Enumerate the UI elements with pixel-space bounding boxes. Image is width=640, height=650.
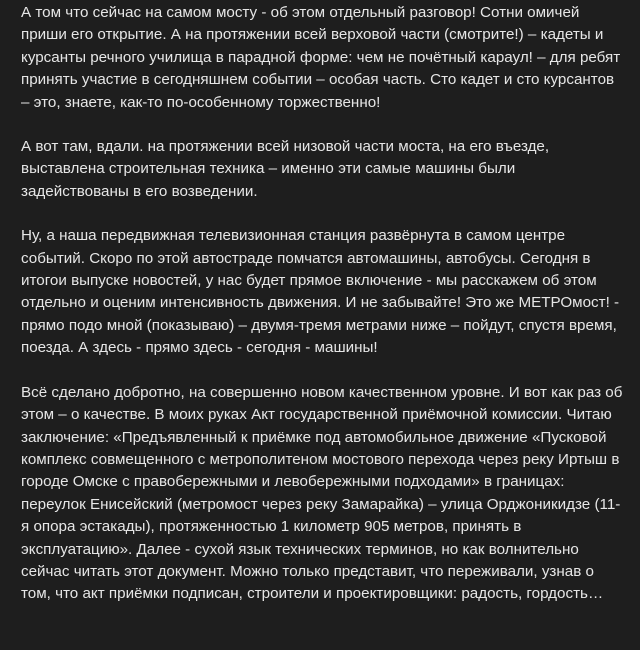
paragraph-tv-station: Ну, а наша передвижная телевизионная станция развёрнута в самом центре событий. Скоро по этой автостраде помчатся автомашины, автобусы. Сегодня в итогои выпуске новостей, у нас будет прямое включение - мы расскажем об этом отдельно и оценим интенсивность движения. И не забывайте! Это же МЕТРОмост! - прямо подо мной (показываю) – двумя-тремя метрами ниже – пойдут, спустя время, поезда. А здесь - прямо здесь - сегодня - машины! xyxy=(21,227,620,357)
paragraph-opening-ceremony: А том что сейчас на самом мосту - об этом отдельный разговор! Сотни омичей приши его открытие. А на протяжении всей верховой части (смотрите!) – кадеты и курсанты речного училища в парадной форме: чем не почётный караул! – для ребят принять участие в сегодняшнем событии – особая часть. Сто кадет и сто курсантов – это, знаете, как-то по-особенному торжественно! xyxy=(21,4,621,111)
document-body xyxy=(21,2,623,606)
paragraph-acceptance-act: Всё сделано добротно, на совершенно новом качественном уровне. И вот как раз об этом – о качестве. В моих руках Акт государственной приёмочной комиссии. Читаю заключение: «Предъявленный к приёмке под автомобильное движение «Пусковой комплекс совмещенного с метрополитеном мостового перехода через реку Иртыш в городе Омске с правобережными и левобережными подходами» в границах: переулок Енисейский (метромост через реку Замарайка) – улица Орджоникидзе (11-я опора эстакады), протяженностью 1 километр 905 метров, принять в эксплуатацию». Далее - сухой язык технических терминов, но как волнительно сейчас читать этот документ. Можно только представит, что переживали, узнав о том, что акт приёмки подписан, строители и проектировщики: радость, гордость… xyxy=(21,383,623,603)
paragraph-construction-equipment: А вот там, вдали. на протяжении всей низовой части моста, на его въезде, выставлена строительная техника – именно эти самые машины были задействованы в его возведении. xyxy=(21,138,550,200)
